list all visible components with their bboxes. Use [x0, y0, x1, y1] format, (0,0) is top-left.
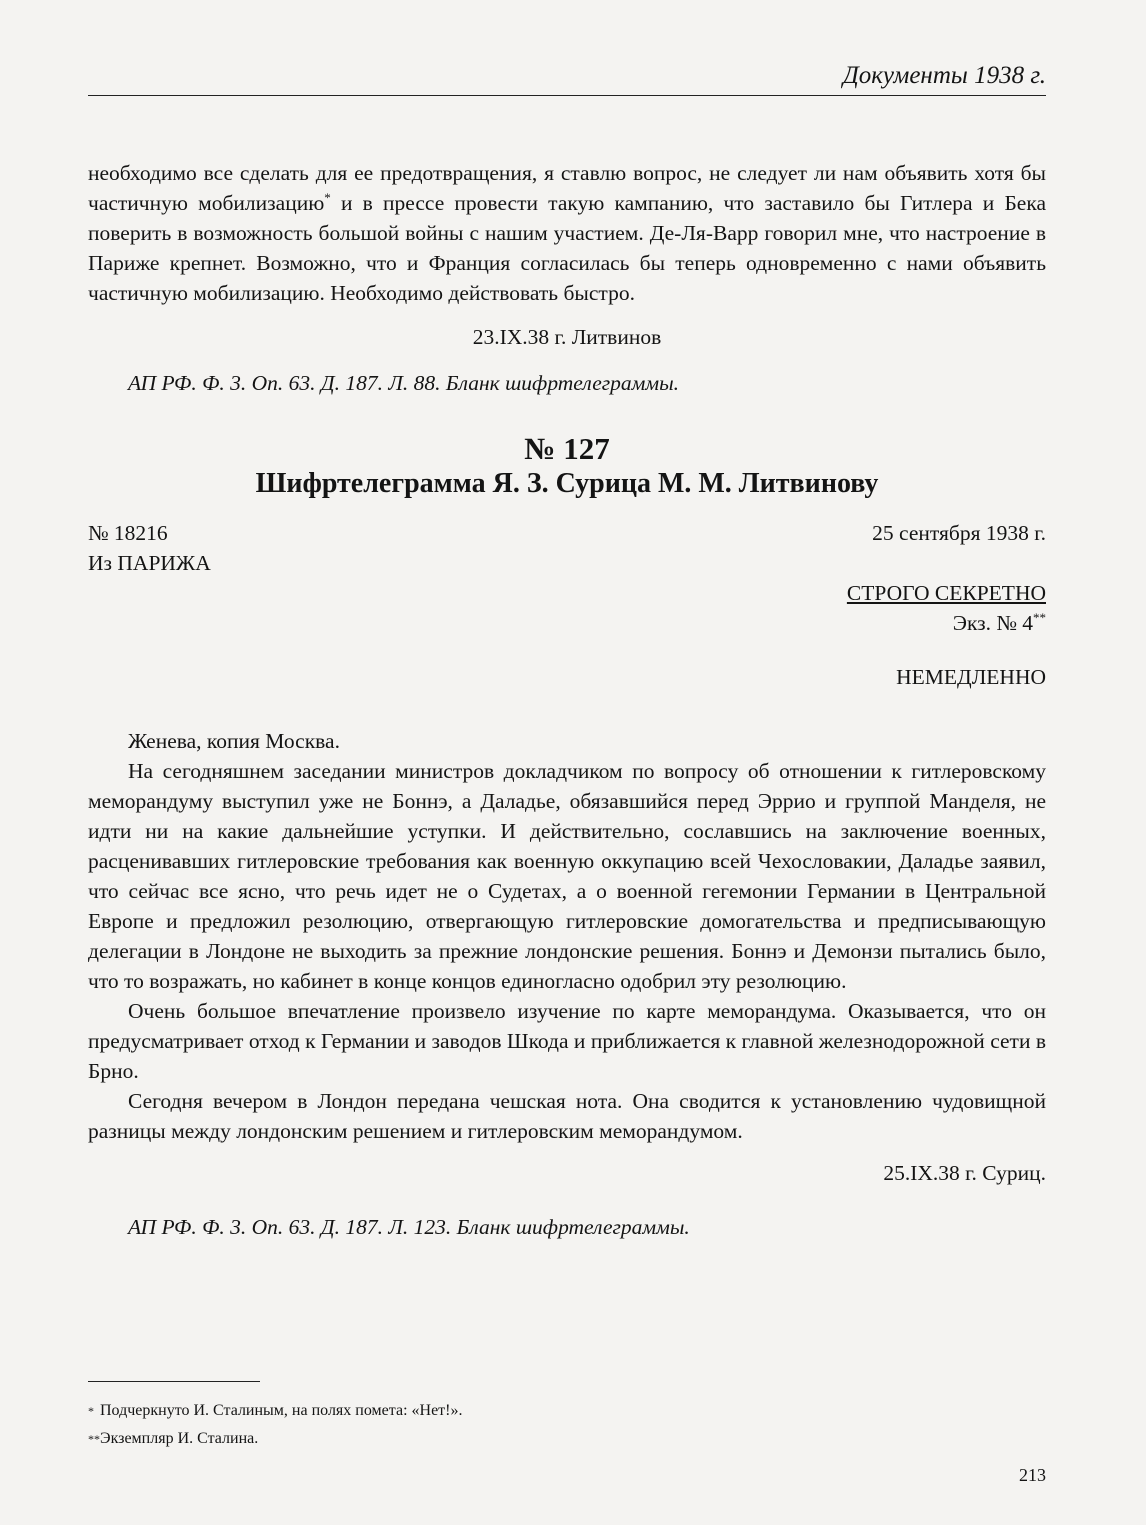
meta-row	[88, 518, 1046, 548]
page-content	[88, 158, 1046, 1242]
footnote: * Подчеркнуто И. Сталиным, на полях помета: «Нет!».	[88, 1402, 463, 1419]
footnotes	[88, 1397, 462, 1453]
footnote-ref-2: **	[1033, 609, 1046, 625]
continuation-source: АП РФ. Ф. 3. Оп. 63. Д. 187. Л. 88. Бланк шифртелеграммы.	[128, 371, 680, 395]
footnote-ref-1: *	[324, 189, 331, 205]
body-paragraph: Сегодня вечером в Лондон передана чешская нота. Она сводится к установлению чудовищной разницы между лондонским решением и гитлеровским меморандумом.	[88, 1089, 1046, 1143]
running-header: Документы 1938 г.	[842, 62, 1046, 89]
secrecy-stamp: СТРОГО СЕКРЕТНО	[846, 581, 1046, 605]
document-signature: 25.IX.38 г. Суриц.	[883, 1161, 1046, 1185]
continuation-signature: 23.IX.38 г. Литвинов	[472, 325, 662, 349]
copy-number: Экз. № 4**	[952, 609, 1046, 635]
footnote: ** Экземпляр И. Сталина.	[88, 1430, 259, 1447]
footnote-rule	[88, 1381, 260, 1382]
continuation-paragraph: необходимо все сделать для ее предотвращения, я ставлю вопрос, не следует ли нам объявить хотя бы частичную мобилизацию* и в прессе провести такую кампанию, что заставило бы Гитлера и Бека поверить в возможность большой войны с нашим участием. Де-Ля-Варр говорил мне, что настроение в Париже крепнет. Возможно, что и Франция согласилась бы теперь одновременно с нами объявить частичную мобилизацию. Необходимо действовать быстро.	[88, 161, 1047, 305]
document-title: Шифртелеграмма Я. З. Сурица М. М. Литвинову	[255, 468, 879, 499]
address-line: Женева, копия Москва.	[128, 729, 340, 753]
document-number: № 127	[524, 431, 610, 466]
registration-number: № 18216	[88, 521, 168, 545]
body-paragraph: Очень большое впечатление произвело изучение по карте меморандума. Оказывается, что он предусматривает отход к Германии и заводов Шкода и приближается к главной железнодорожной сети в Брно.	[88, 999, 1046, 1083]
header-rule	[88, 95, 1046, 96]
urgency-label: НЕМЕДЛЕННО	[896, 665, 1046, 689]
page-number: 213	[1019, 1465, 1046, 1485]
document-date: 25 сентября 1938 г.	[872, 521, 1046, 545]
document-source: АП РФ. Ф. 3. Оп. 63. Д. 187. Л. 123. Бланк шифртелеграммы.	[128, 1215, 690, 1239]
body-paragraph: На сегодняшнем заседании министров докладчиком по вопросу об отношении к гитлеровскому меморандуму выступил уже не Боннэ, а Даладье, обязавшийся перед Эррио и группой Манделя, не идти ни на какие дальнейшие уступки. И действительно, сославшись на заключение военных, расценивавших гитлеровские требования как военную оккупацию всей Чехословакии, Даладье заявил, что сейчас все ясно, что речь идет не о Судетах, а о военной гегемонии Германии в Центральной Европе и предложил резолюцию, отвергающую гитлеровские домогательства и предписывающую делегации в Лондоне не выходить за прежние лондонские решения. Боннэ и Демонзи пытались было, что то возражать, но кабинет в конце концов единогласно одобрил эту резолюцию.	[88, 759, 1046, 993]
document-origin: Из ПАРИЖА	[88, 551, 211, 575]
